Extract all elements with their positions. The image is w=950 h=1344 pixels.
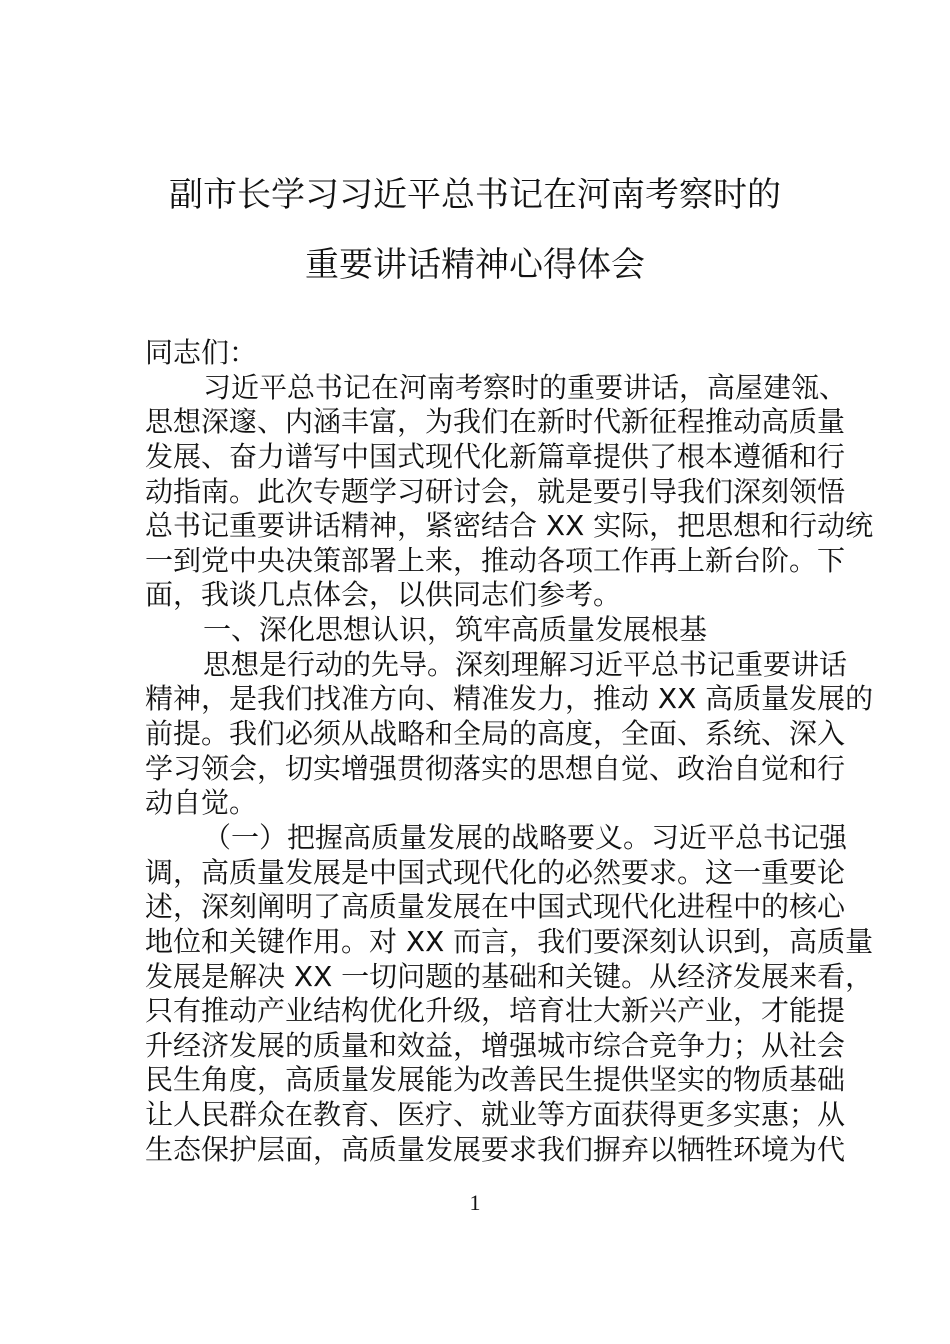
document-title-line-2: 重要讲话精神心得体会 — [305, 245, 645, 285]
paragraph-line: 让人民群众在教育、医疗、就业等方面获得更多实惠；从 — [145, 1098, 846, 1132]
paragraph-line: 民生角度，高质量发展能为改善民生提供坚实的物质基础 — [145, 1063, 846, 1097]
document-body — [145, 336, 874, 1167]
paragraph-line: 总书记重要讲话精神，紧密结合 XX 实际，把思想和行动统 — [145, 509, 874, 543]
paragraph-line: 只有推动产业结构优化升级，培育壮大新兴产业，才能提 — [145, 994, 846, 1028]
page-number: 1 — [469, 1190, 481, 1215]
section-heading: 一、深化思想认识，筑牢高质量发展根基 — [203, 613, 708, 647]
paragraph-line: 调，高质量发展是中国式现代化的必然要求。这一重要论 — [145, 855, 846, 889]
paragraph-line: 发展是解决 XX 一切问题的基础和关键。从经济发展来看， — [145, 959, 874, 993]
paragraph-line: 一到党中央决策部署上来，推动各项工作再上新台阶。下 — [145, 543, 846, 577]
document-title-line-1: 副市长学习习近平总书记在河南考察时的 — [169, 175, 781, 215]
paragraph-line: 地位和关键作用。对 XX 而言，我们要深刻认识到，高质量 — [145, 924, 874, 958]
paragraph-line: 生态保护层面，高质量发展要求我们摒弃以牺牲环境为代 — [145, 1132, 846, 1166]
salutation: 同志们： — [145, 336, 258, 369]
paragraph-line: 习近平总书记在河南考察时的重要讲话，高屋建瓴、 — [203, 370, 848, 404]
paragraph-line: 述，深刻阐明了高质量发展在中国式现代化进程中的核心 — [145, 890, 846, 924]
paragraph-line: 思想深邃、内涵丰富，为我们在新时代新征程推动高质量 — [145, 405, 846, 439]
paragraph-line: 前提。我们必须从战略和全局的高度，全面、系统、深入 — [145, 717, 846, 751]
paragraph-line: 发展、奋力谱写中国式现代化新篇章提供了根本遵循和行 — [145, 439, 846, 473]
paragraph-line: 精神，是我们找准方向、精准发力，推动 XX 高质量发展的 — [145, 682, 874, 716]
paragraph-line: 升经济发展的质量和效益，增强城市综合竞争力；从社会 — [145, 1028, 846, 1062]
paragraph-line: 学习领会，切实增强贯彻落实的思想自觉、政治自觉和行 — [145, 751, 846, 785]
paragraph-line: 面，我谈几点体会，以供同志们参考。 — [145, 578, 622, 612]
paragraph-line: 思想是行动的先导。深刻理解习近平总书记重要讲话 — [203, 647, 848, 681]
paragraph-line: （一）把握高质量发展的战略要义。习近平总书记强 — [203, 820, 848, 854]
paragraph-line: 动自觉。 — [145, 786, 258, 820]
paragraph-line: 动指南。此次专题学习研讨会，就是要引导我们深刻领悟 — [145, 474, 846, 508]
